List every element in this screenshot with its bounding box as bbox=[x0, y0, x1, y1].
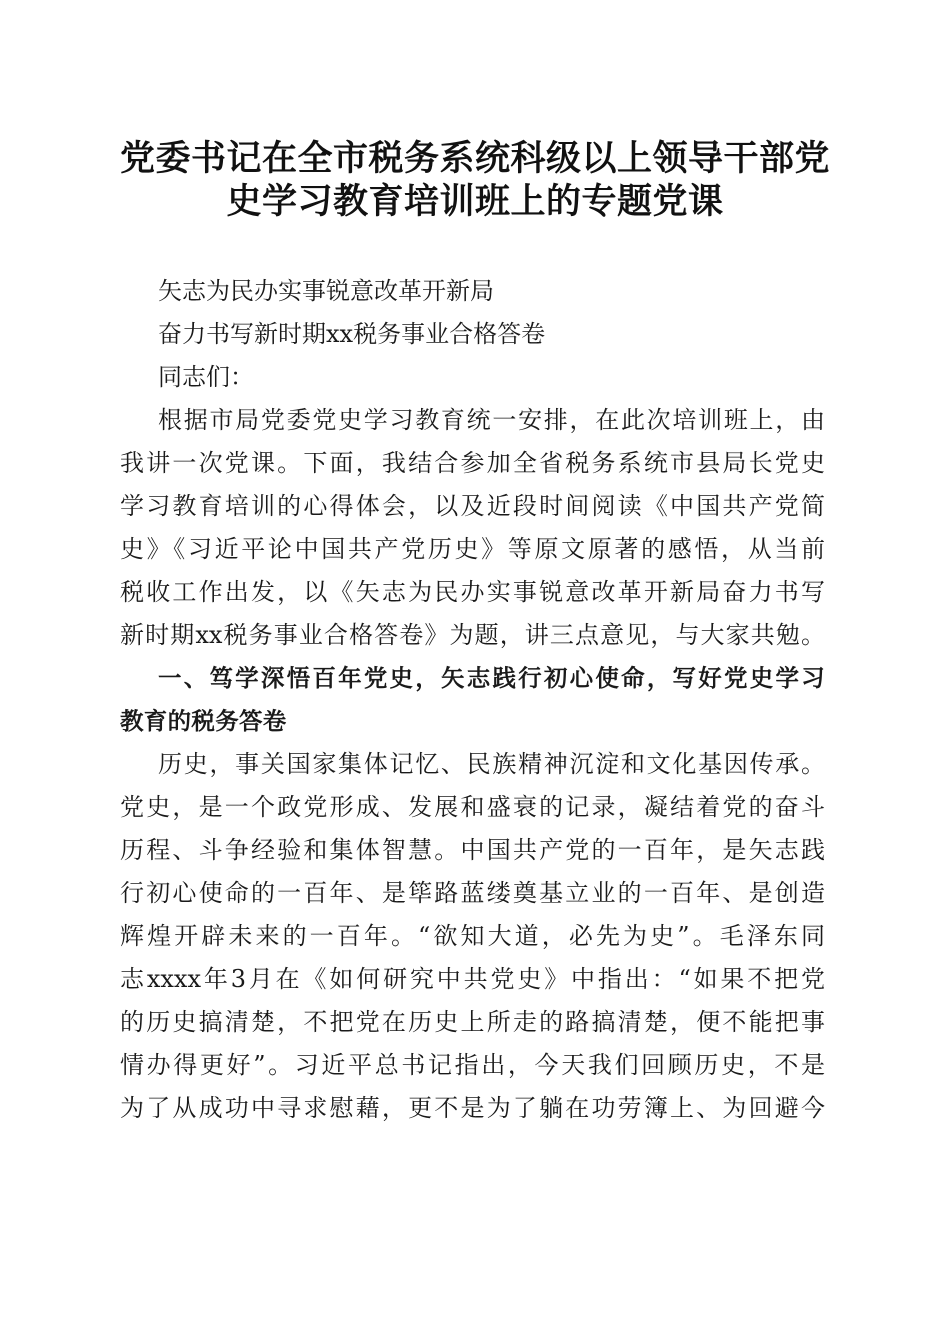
paragraph-line: 辉煌开辟未来的一百年。“欲知大道，必先为史”。毛泽东同 bbox=[120, 922, 825, 950]
subtitle-line-1: 矢志为民办实事锐意改革开新局 bbox=[158, 277, 494, 305]
section-1-heading bbox=[120, 657, 825, 743]
title-line-2: 史学习教育培训班上的专题党课 bbox=[226, 181, 724, 222]
paragraph-line: 行初心使命的一百年、是筚路蓝缕奠基立业的一百年、是创造 bbox=[120, 879, 825, 907]
paragraph-line: 历程、斗争经验和集体智慧。中国共产党的一百年，是矢志践 bbox=[120, 836, 825, 864]
paragraph-line: 志xxxx年3月在《如何研究中共党史》中指出：“如果不把党 bbox=[120, 965, 825, 993]
paragraph-line: 史》《习近平论中国共产党历史》等原文原著的感悟，从当前 bbox=[120, 535, 825, 563]
document-title bbox=[110, 135, 840, 221]
paragraph-line: 我讲一次党课。下面，我结合参加全省税务系统市县局长党史 bbox=[120, 449, 825, 477]
salutation: 同志们： bbox=[158, 363, 254, 391]
paragraph-2 bbox=[120, 743, 825, 1130]
title-line-1: 党委书记在全市税务系统科级以上领导干部党 bbox=[119, 138, 830, 179]
paragraph-line: 税收工作出发，以《矢志为民办实事锐意改革开新局奋力书写 bbox=[120, 578, 825, 606]
heading-line: 一、笃学深悟百年党史，矢志践行初心使命，写好党史学习 bbox=[158, 664, 825, 692]
heading-line: 教育的税务答卷 bbox=[120, 707, 287, 735]
paragraph-1 bbox=[120, 399, 825, 657]
paragraph-line: 学习教育培训的心得体会，以及近段时间阅读《中国共产党简 bbox=[120, 492, 825, 520]
subtitle-line-2: 奋力书写新时期xx税务事业合格答卷 bbox=[158, 320, 546, 348]
paragraph-line: 的历史搞清楚，不把党在历史上所走的路搞清楚，便不能把事 bbox=[120, 1008, 825, 1036]
paragraph-line: 根据市局党委党史学习教育统一安排，在此次培训班上，由 bbox=[158, 406, 825, 434]
paragraph-line: 新时期xx税务事业合格答卷》为题，讲三点意见，与大家共勉。 bbox=[120, 621, 825, 649]
document-body bbox=[120, 270, 825, 1130]
paragraph-line: 党史，是一个政党形成、发展和盛衰的记录，凝结着党的奋斗 bbox=[120, 793, 825, 821]
paragraph-line: 历史，事关国家集体记忆、民族精神沉淀和文化基因传承。 bbox=[158, 750, 825, 778]
paragraph-line: 情办得更好”。习近平总书记指出，今天我们回顾历史，不是 bbox=[120, 1051, 825, 1079]
paragraph-line: 为了从成功中寻求慰藉，更不是为了躺在功劳簿上、为回避今 bbox=[120, 1094, 825, 1122]
